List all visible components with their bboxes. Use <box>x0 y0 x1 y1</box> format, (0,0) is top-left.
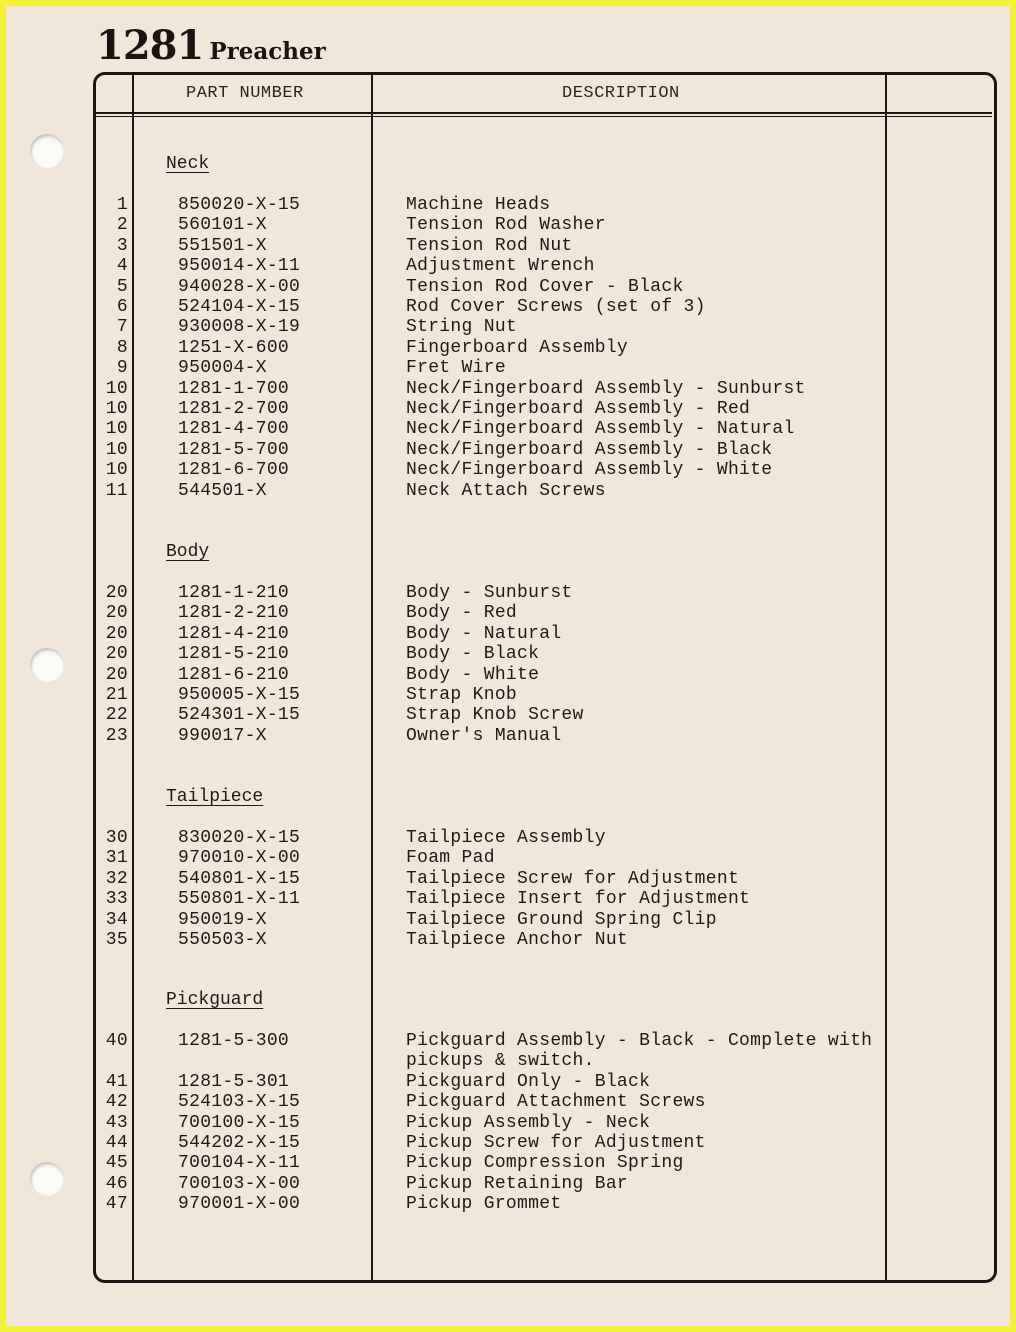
item-number: 10 <box>105 378 128 399</box>
item-number: 20 <box>105 603 128 624</box>
part-number: 700100-X-15 <box>178 1112 301 1133</box>
part-number: 524301-X-15 <box>178 705 301 726</box>
section-heading: Pickguard <box>166 990 264 1010</box>
item-number: 41 <box>105 1071 128 1092</box>
item-number: 30 <box>105 828 128 848</box>
part-description: Pickup Retaining Bar <box>406 1173 629 1194</box>
part-description: Pickup Assembly - Neck <box>406 1112 651 1133</box>
part-number: 524104-X-15 <box>178 297 301 317</box>
part-number: 1281-4-210 <box>178 623 290 644</box>
item-number: 31 <box>105 848 128 869</box>
part-description: Rod Cover Screws (set of 3) <box>406 297 706 317</box>
section-heading: Tailpiece <box>166 787 264 807</box>
part-description: Owner's Manual <box>406 725 562 746</box>
item-number: 45 <box>105 1153 128 1174</box>
part-number: 700103-X-00 <box>178 1173 301 1194</box>
part-description: Strap Knob <box>406 685 518 705</box>
item-number: 22 <box>105 705 128 726</box>
part-number: 544202-X-15 <box>178 1133 301 1153</box>
part-number: 950004-X <box>178 358 267 379</box>
item-number: 40 <box>105 1031 128 1051</box>
model-name: Preacher <box>209 38 326 65</box>
header-divider-lower <box>96 116 992 117</box>
item-number: 2 <box>116 215 128 236</box>
binder-hole-middle <box>30 648 64 682</box>
part-number: 850020-X-15 <box>178 195 301 215</box>
part-description: Neck/Fingerboard Assembly - Sunburst <box>406 378 806 399</box>
part-number: 550801-X-11 <box>178 889 301 910</box>
part-description: Body - Black <box>406 644 540 665</box>
part-description: Foam Pad <box>406 848 495 869</box>
header-divider <box>96 112 992 114</box>
item-number: 33 <box>105 889 128 910</box>
part-description-continued: pickups & switch. <box>406 1051 595 1072</box>
part-description: Body - Red <box>406 603 518 624</box>
part-description: Tailpiece Anchor Nut <box>406 930 629 950</box>
part-description: Body - White <box>406 664 540 685</box>
part-description: Pickguard Only - Black <box>406 1071 651 1092</box>
header-part-number: PART NUMBER <box>186 84 304 103</box>
part-number: 544501-X <box>178 480 267 501</box>
part-description: Neck/Fingerboard Assembly - Natural <box>406 419 795 440</box>
item-number: 35 <box>105 930 128 950</box>
item-number: 23 <box>105 725 128 746</box>
part-description: Pickup Screw for Adjustment <box>406 1133 706 1153</box>
item-number: 43 <box>105 1112 128 1133</box>
part-description: Tailpiece Assembly <box>406 828 606 848</box>
part-number: 940028-X-00 <box>178 276 301 297</box>
part-description: Body - Natural <box>406 623 562 644</box>
part-description: Pickup Compression Spring <box>406 1153 684 1174</box>
binder-hole-bottom <box>30 1162 64 1196</box>
item-number: 9 <box>116 358 128 379</box>
item-number: 20 <box>105 644 128 665</box>
page-title <box>96 22 326 69</box>
part-number: 1281-5-301 <box>178 1071 290 1092</box>
part-number: 970010-X-00 <box>178 848 301 869</box>
part-number: 1251-X-600 <box>178 337 290 358</box>
part-number: 970001-X-00 <box>178 1194 301 1215</box>
part-description: Strap Knob Screw <box>406 705 584 726</box>
part-description: Neck Attach Screws <box>406 480 606 501</box>
item-number: 7 <box>116 317 128 338</box>
part-description: Pickguard Assembly - Black - Complete with <box>406 1031 873 1051</box>
part-number: 950005-X-15 <box>178 685 301 705</box>
part-description: Pickguard Attachment Screws <box>406 1092 706 1113</box>
item-number: 10 <box>105 399 128 419</box>
item-number: 20 <box>105 583 128 603</box>
part-description: Tailpiece Insert for Adjustment <box>406 889 751 910</box>
part-number: 560101-X <box>178 215 267 236</box>
item-number: 3 <box>116 235 128 256</box>
item-number: 10 <box>105 439 128 460</box>
part-number: 1281-2-210 <box>178 603 290 624</box>
part-number: 1281-2-700 <box>178 399 290 419</box>
item-number: 10 <box>105 460 128 481</box>
item-number: 21 <box>105 685 128 705</box>
part-number: 1281-4-700 <box>178 419 290 440</box>
part-number: 1281-1-210 <box>178 583 290 603</box>
part-description: String Nut <box>406 317 518 338</box>
part-description: Body - Sunburst <box>406 583 573 603</box>
part-number: 1281-5-300 <box>178 1031 290 1051</box>
part-description: Neck/Fingerboard Assembly - Red <box>406 399 751 419</box>
part-number: 950014-X-11 <box>178 256 301 277</box>
part-number: 930008-X-19 <box>178 317 301 338</box>
item-number: 5 <box>116 276 128 297</box>
part-description: Fret Wire <box>406 358 506 379</box>
item-number: 42 <box>105 1092 128 1113</box>
part-description: Pickup Grommet <box>406 1194 562 1215</box>
part-description: Tension Rod Washer <box>406 215 606 236</box>
item-number: 1 <box>116 195 128 215</box>
part-number: 1281-6-700 <box>178 460 290 481</box>
part-number: 950019-X <box>178 909 267 930</box>
part-description: Neck/Fingerboard Assembly - White <box>406 460 773 481</box>
item-number: 8 <box>116 337 128 358</box>
item-number: 44 <box>105 1133 128 1153</box>
item-number: 20 <box>105 623 128 644</box>
part-description: Tension Rod Cover - Black <box>406 276 684 297</box>
header-description: DESCRIPTION <box>562 84 680 103</box>
item-number: 20 <box>105 664 128 685</box>
part-description: Fingerboard Assembly <box>406 337 629 358</box>
part-description: Tailpiece Ground Spring Clip <box>406 909 717 930</box>
part-number: 551501-X <box>178 235 267 256</box>
item-number: 32 <box>105 868 128 889</box>
part-number: 700104-X-11 <box>178 1153 301 1174</box>
item-number: 47 <box>105 1194 128 1215</box>
model-number: 1281 <box>96 22 204 69</box>
part-description: Neck/Fingerboard Assembly - Black <box>406 439 773 460</box>
column-divider-number <box>132 72 134 1280</box>
part-number: 1281-1-700 <box>178 378 290 399</box>
part-description: Tailpiece Screw for Adjustment <box>406 868 740 889</box>
item-number: 34 <box>105 909 128 930</box>
item-number: 46 <box>105 1173 128 1194</box>
part-description: Adjustment Wrench <box>406 256 595 277</box>
part-number: 1281-5-700 <box>178 439 290 460</box>
section-heading: Body <box>166 542 210 562</box>
part-number: 524103-X-15 <box>178 1092 301 1113</box>
part-description: Tension Rod Nut <box>406 235 573 256</box>
part-description: Machine Heads <box>406 195 551 215</box>
part-number: 990017-X <box>178 725 267 746</box>
binder-hole-top <box>30 134 64 168</box>
section-heading: Neck <box>166 154 210 174</box>
column-divider-part <box>371 72 373 1280</box>
item-number: 11 <box>105 480 128 501</box>
part-number: 1281-6-210 <box>178 664 290 685</box>
part-number: 1281-5-210 <box>178 644 290 665</box>
item-number: 4 <box>116 256 128 277</box>
part-number: 540801-X-15 <box>178 868 301 889</box>
column-divider-description <box>885 72 887 1280</box>
part-number: 550503-X <box>178 930 267 950</box>
item-number: 10 <box>105 419 128 440</box>
part-number: 830020-X-15 <box>178 828 301 848</box>
item-number: 6 <box>116 297 128 317</box>
